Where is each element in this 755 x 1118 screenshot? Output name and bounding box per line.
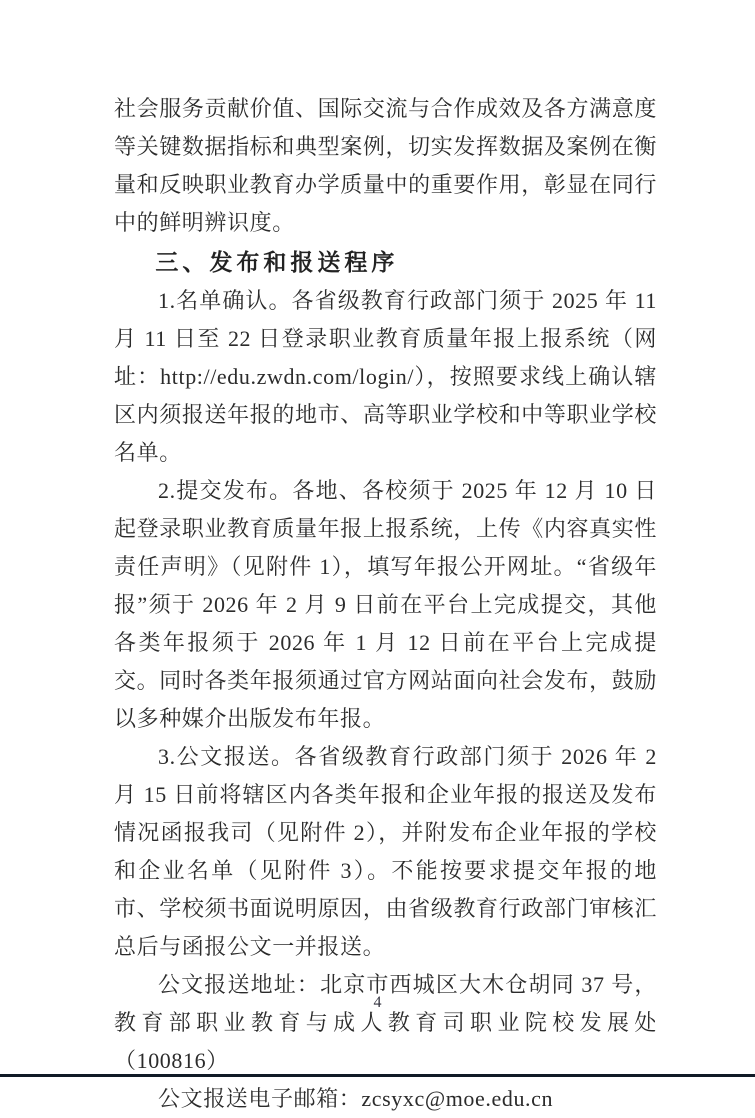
paragraph-submit-publish: 2.提交发布。各地、各校须于 2025 年 12 月 10 日起登录职业教育质量年报上报系统，上传《内容真实性责任声明》（见附件 1），填写年报公开网址。“省级年报”须于 2026 年 2 月 9 日前在平台上完成提交，其他各类年报须于 2026 年 1 月 12 日前在平台上完成提交。同时各类年报须通过官方网站面向社会发布，鼓励以多种媒介出版发布年报。 <box>114 478 657 731</box>
paragraph-mailing-address: 公文报送地址：北京市西城区大木仓胡同 37 号，教育部职业教育与成人教育司职业院校发展处（100816） <box>114 972 657 1073</box>
document-body <box>114 90 657 1118</box>
page-number: 4 <box>373 994 382 1011</box>
scan-bottom-edge-line <box>0 1074 755 1077</box>
paragraph-list-confirmation: 1.名单确认。各省级教育行政部门须于 2025 年 11 月 11 日至 22 日登录职业教育质量年报上报系统（网址：http://edu.zwdn.com/login/），按照要求线上确认辖区内须报送年报的地市、高等职业学校和中等职业学校名单。 <box>114 288 657 465</box>
section-heading: 三、发布和报送程序 <box>155 249 399 275</box>
paragraph-official-dispatch: 3.公文报送。各省级教育行政部门须于 2026 年 2 月 15 日前将辖区内各类年报和企业年报的报送及发布情况函报我司（见附件 2），并附发布企业年报的学校和企业名单（见附件 3）。不能按要求提交年报的地市、学校须书面说明原因，由省级教育行政部门审核汇总后与函报公文一并报送。 <box>114 744 657 959</box>
paragraph-email-address: 公文报送电子邮箱：zcsyxc@moe.edu.cn <box>158 1086 554 1111</box>
paragraph-continuation: 社会服务贡献价值、国际交流与合作成效及各方满意度等关键数据指标和典型案例，切实发挥数据及案例在衡量和反映职业教育办学质量中的重要作用，彰显在同行中的鲜明辨识度。 <box>114 96 657 235</box>
